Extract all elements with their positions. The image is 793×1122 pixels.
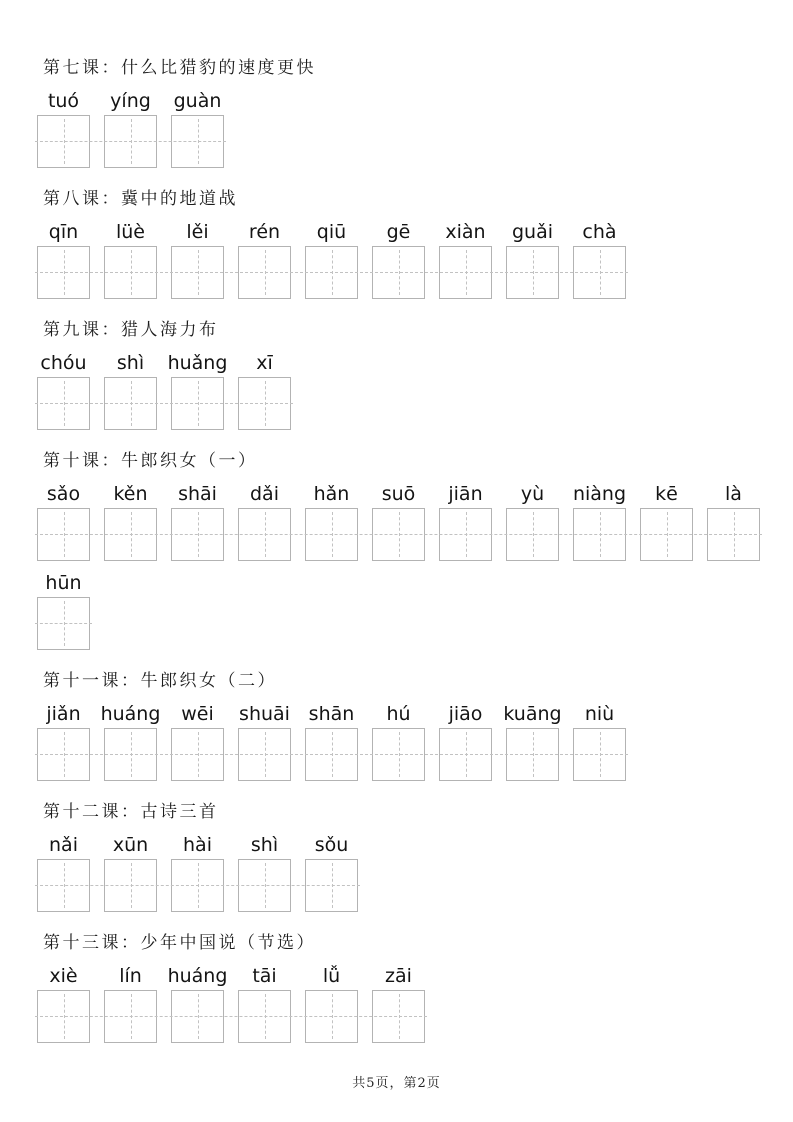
lesson-section xyxy=(37,450,773,650)
pinyin-row xyxy=(37,702,626,781)
pinyin-label: jiāo xyxy=(448,703,483,725)
syllable-unit xyxy=(305,833,358,912)
writing-grid-box xyxy=(104,246,157,299)
writing-grid-box xyxy=(640,508,693,561)
writing-grid-box xyxy=(104,859,157,912)
pinyin-label: sǎo xyxy=(46,483,81,505)
syllable-unit xyxy=(104,351,157,430)
pinyin-label: qīn xyxy=(48,221,79,243)
syllable-unit xyxy=(506,220,559,299)
writing-grid-box xyxy=(238,508,291,561)
syllable-unit xyxy=(37,89,90,168)
lesson-section xyxy=(37,319,773,430)
writing-grid-box xyxy=(171,246,224,299)
section-rows xyxy=(37,351,773,430)
syllable-unit xyxy=(37,351,90,430)
pinyin-label: lüè xyxy=(115,221,145,243)
syllable-unit xyxy=(104,964,157,1043)
writing-grid-box xyxy=(238,728,291,781)
pinyin-label: lín xyxy=(119,965,142,987)
lesson-section xyxy=(37,670,773,781)
writing-grid-box xyxy=(37,377,90,430)
syllable-unit xyxy=(372,482,425,561)
syllable-unit xyxy=(305,702,358,781)
pinyin-row xyxy=(37,571,90,650)
pinyin-label: tāi xyxy=(252,965,277,987)
pinyin-row xyxy=(37,220,626,299)
section-rows xyxy=(37,964,773,1043)
writing-grid-box xyxy=(171,728,224,781)
syllable-unit xyxy=(439,702,492,781)
syllable-unit xyxy=(37,482,90,561)
pinyin-label: niàng xyxy=(572,483,627,505)
syllable-unit xyxy=(372,964,425,1043)
writing-grid-box xyxy=(305,990,358,1043)
pinyin-label: shāi xyxy=(178,483,217,505)
syllable-unit xyxy=(37,702,90,781)
writing-grid-box xyxy=(37,859,90,912)
syllable-unit xyxy=(37,964,90,1043)
lesson-title: 第七课：什么比猎豹的速度更快 xyxy=(43,58,316,78)
pinyin-row xyxy=(37,964,425,1043)
syllable-unit xyxy=(104,482,157,561)
pinyin-label: shì xyxy=(116,352,145,374)
lesson-title: 第十课：牛郎织女（一） xyxy=(43,451,258,471)
pinyin-label: guǎi xyxy=(511,221,554,243)
writing-grid-box xyxy=(104,377,157,430)
writing-grid-box xyxy=(171,377,224,430)
syllable-unit xyxy=(167,351,228,430)
pinyin-label: shuāi xyxy=(239,703,290,725)
pinyin-label: yù xyxy=(520,483,545,505)
writing-grid-box xyxy=(238,859,291,912)
pinyin-label: là xyxy=(725,483,742,505)
pinyin-label: hài xyxy=(183,834,212,856)
pinyin-row xyxy=(37,89,224,168)
writing-grid-box xyxy=(439,508,492,561)
writing-grid-box xyxy=(372,990,425,1043)
writing-grid-box xyxy=(238,246,291,299)
syllable-unit xyxy=(37,833,90,912)
syllable-unit xyxy=(439,482,492,561)
pinyin-label: chà xyxy=(582,221,617,243)
pinyin-label: chóu xyxy=(40,352,87,374)
writing-grid-box xyxy=(37,246,90,299)
writing-grid-box xyxy=(37,990,90,1043)
writing-grid-box xyxy=(104,508,157,561)
writing-grid-box xyxy=(238,990,291,1043)
section-rows xyxy=(37,833,773,912)
pinyin-label: zāi xyxy=(385,965,412,987)
syllable-unit xyxy=(171,482,224,561)
lesson-title: 第九课：猎人海力布 xyxy=(43,320,219,340)
writing-grid-box xyxy=(37,508,90,561)
lesson-title: 第十三课：少年中国说（节选） xyxy=(43,933,316,953)
syllable-unit xyxy=(100,702,161,781)
pinyin-label: lǚ xyxy=(322,965,341,987)
writing-grid-box xyxy=(506,246,559,299)
syllable-unit xyxy=(238,351,291,430)
syllable-unit xyxy=(104,833,157,912)
lesson-section xyxy=(37,932,773,1043)
writing-grid-box xyxy=(305,859,358,912)
pinyin-label: jiǎn xyxy=(46,703,81,725)
pinyin-label: wēi xyxy=(181,703,214,725)
syllable-unit xyxy=(305,482,358,561)
syllable-unit xyxy=(104,220,157,299)
syllable-unit xyxy=(573,482,626,561)
writing-grid-box xyxy=(37,597,90,650)
syllable-unit xyxy=(372,220,425,299)
sections xyxy=(37,57,773,1043)
writing-grid-box xyxy=(305,246,358,299)
pinyin-label: kuāng xyxy=(503,703,562,725)
writing-grid-box xyxy=(37,728,90,781)
pinyin-label: hú xyxy=(386,703,411,725)
writing-grid-box xyxy=(305,508,358,561)
pinyin-label: tuó xyxy=(47,90,80,112)
syllable-unit xyxy=(238,702,291,781)
writing-grid-box xyxy=(439,246,492,299)
pinyin-label: lěi xyxy=(186,221,209,243)
pinyin-row xyxy=(37,482,760,561)
writing-grid-box xyxy=(104,728,157,781)
syllable-unit xyxy=(372,702,425,781)
writing-grid-box xyxy=(506,508,559,561)
lesson-title: 第十一课：牛郎织女（二） xyxy=(43,671,277,691)
writing-grid-box xyxy=(171,990,224,1043)
writing-grid-box xyxy=(305,728,358,781)
writing-grid-box xyxy=(238,377,291,430)
pinyin-row xyxy=(37,833,358,912)
lesson-section xyxy=(37,801,773,912)
pinyin-label: rén xyxy=(248,221,281,243)
pinyin-label: sǒu xyxy=(314,834,349,856)
page-footer: 共5页，第2页 xyxy=(352,1076,441,1091)
syllable-unit xyxy=(503,702,562,781)
lesson-section xyxy=(37,57,773,168)
section-rows xyxy=(37,482,773,650)
syllable-unit xyxy=(104,89,157,168)
syllable-unit xyxy=(238,482,291,561)
pinyin-label: gē xyxy=(386,221,411,243)
writing-grid-box xyxy=(37,115,90,168)
writing-grid-box xyxy=(171,859,224,912)
syllable-unit xyxy=(573,702,626,781)
pinyin-label: xūn xyxy=(112,834,149,856)
syllable-unit xyxy=(238,833,291,912)
writing-grid-box xyxy=(573,246,626,299)
lesson-section xyxy=(37,188,773,299)
pinyin-label: xiàn xyxy=(445,221,486,243)
syllable-unit xyxy=(171,220,224,299)
syllable-unit xyxy=(640,482,693,561)
syllable-unit xyxy=(305,964,358,1043)
syllable-unit xyxy=(439,220,492,299)
section-rows xyxy=(37,89,773,168)
pinyin-label: nǎi xyxy=(49,834,78,856)
syllable-unit xyxy=(37,571,90,650)
syllable-unit xyxy=(167,964,228,1043)
writing-grid-box xyxy=(372,508,425,561)
section-rows xyxy=(37,220,773,299)
syllable-unit xyxy=(707,482,760,561)
pinyin-label: kē xyxy=(655,483,678,505)
pinyin-label: xī xyxy=(256,352,273,374)
pinyin-label: kěn xyxy=(113,483,148,505)
pinyin-label: niù xyxy=(584,703,615,725)
writing-grid-box xyxy=(104,990,157,1043)
writing-grid-box xyxy=(171,115,224,168)
pinyin-label: huáng xyxy=(167,965,228,987)
syllable-unit xyxy=(573,220,626,299)
syllable-unit xyxy=(238,220,291,299)
writing-grid-box xyxy=(707,508,760,561)
pinyin-label: jiān xyxy=(448,483,483,505)
pinyin-label: hūn xyxy=(45,572,82,594)
writing-grid-box xyxy=(573,728,626,781)
syllable-unit xyxy=(506,482,559,561)
syllable-unit xyxy=(37,220,90,299)
pinyin-label: huáng xyxy=(100,703,161,725)
lesson-title: 第十二课：古诗三首 xyxy=(43,802,219,822)
section-rows xyxy=(37,702,773,781)
writing-grid-box xyxy=(171,508,224,561)
pinyin-label: dǎi xyxy=(250,483,279,505)
syllable-unit xyxy=(305,220,358,299)
pinyin-row xyxy=(37,351,291,430)
pinyin-label: yíng xyxy=(110,90,151,112)
writing-grid-box xyxy=(372,246,425,299)
writing-grid-box xyxy=(104,115,157,168)
pinyin-label: xiè xyxy=(49,965,78,987)
pinyin-label: shān xyxy=(308,703,355,725)
writing-grid-box xyxy=(573,508,626,561)
writing-grid-box xyxy=(372,728,425,781)
syllable-unit xyxy=(171,833,224,912)
syllable-unit xyxy=(171,89,224,168)
syllable-unit xyxy=(238,964,291,1043)
pinyin-label: hǎn xyxy=(313,483,350,505)
pinyin-label: suō xyxy=(381,483,416,505)
writing-grid-box xyxy=(506,728,559,781)
pinyin-label: qiū xyxy=(316,221,347,243)
pinyin-label: huǎng xyxy=(167,352,228,374)
pinyin-label: guàn xyxy=(173,90,222,112)
pinyin-label: shì xyxy=(250,834,279,856)
lesson-title: 第八课：冀中的地道战 xyxy=(43,189,238,209)
syllable-unit xyxy=(171,702,224,781)
writing-grid-box xyxy=(439,728,492,781)
